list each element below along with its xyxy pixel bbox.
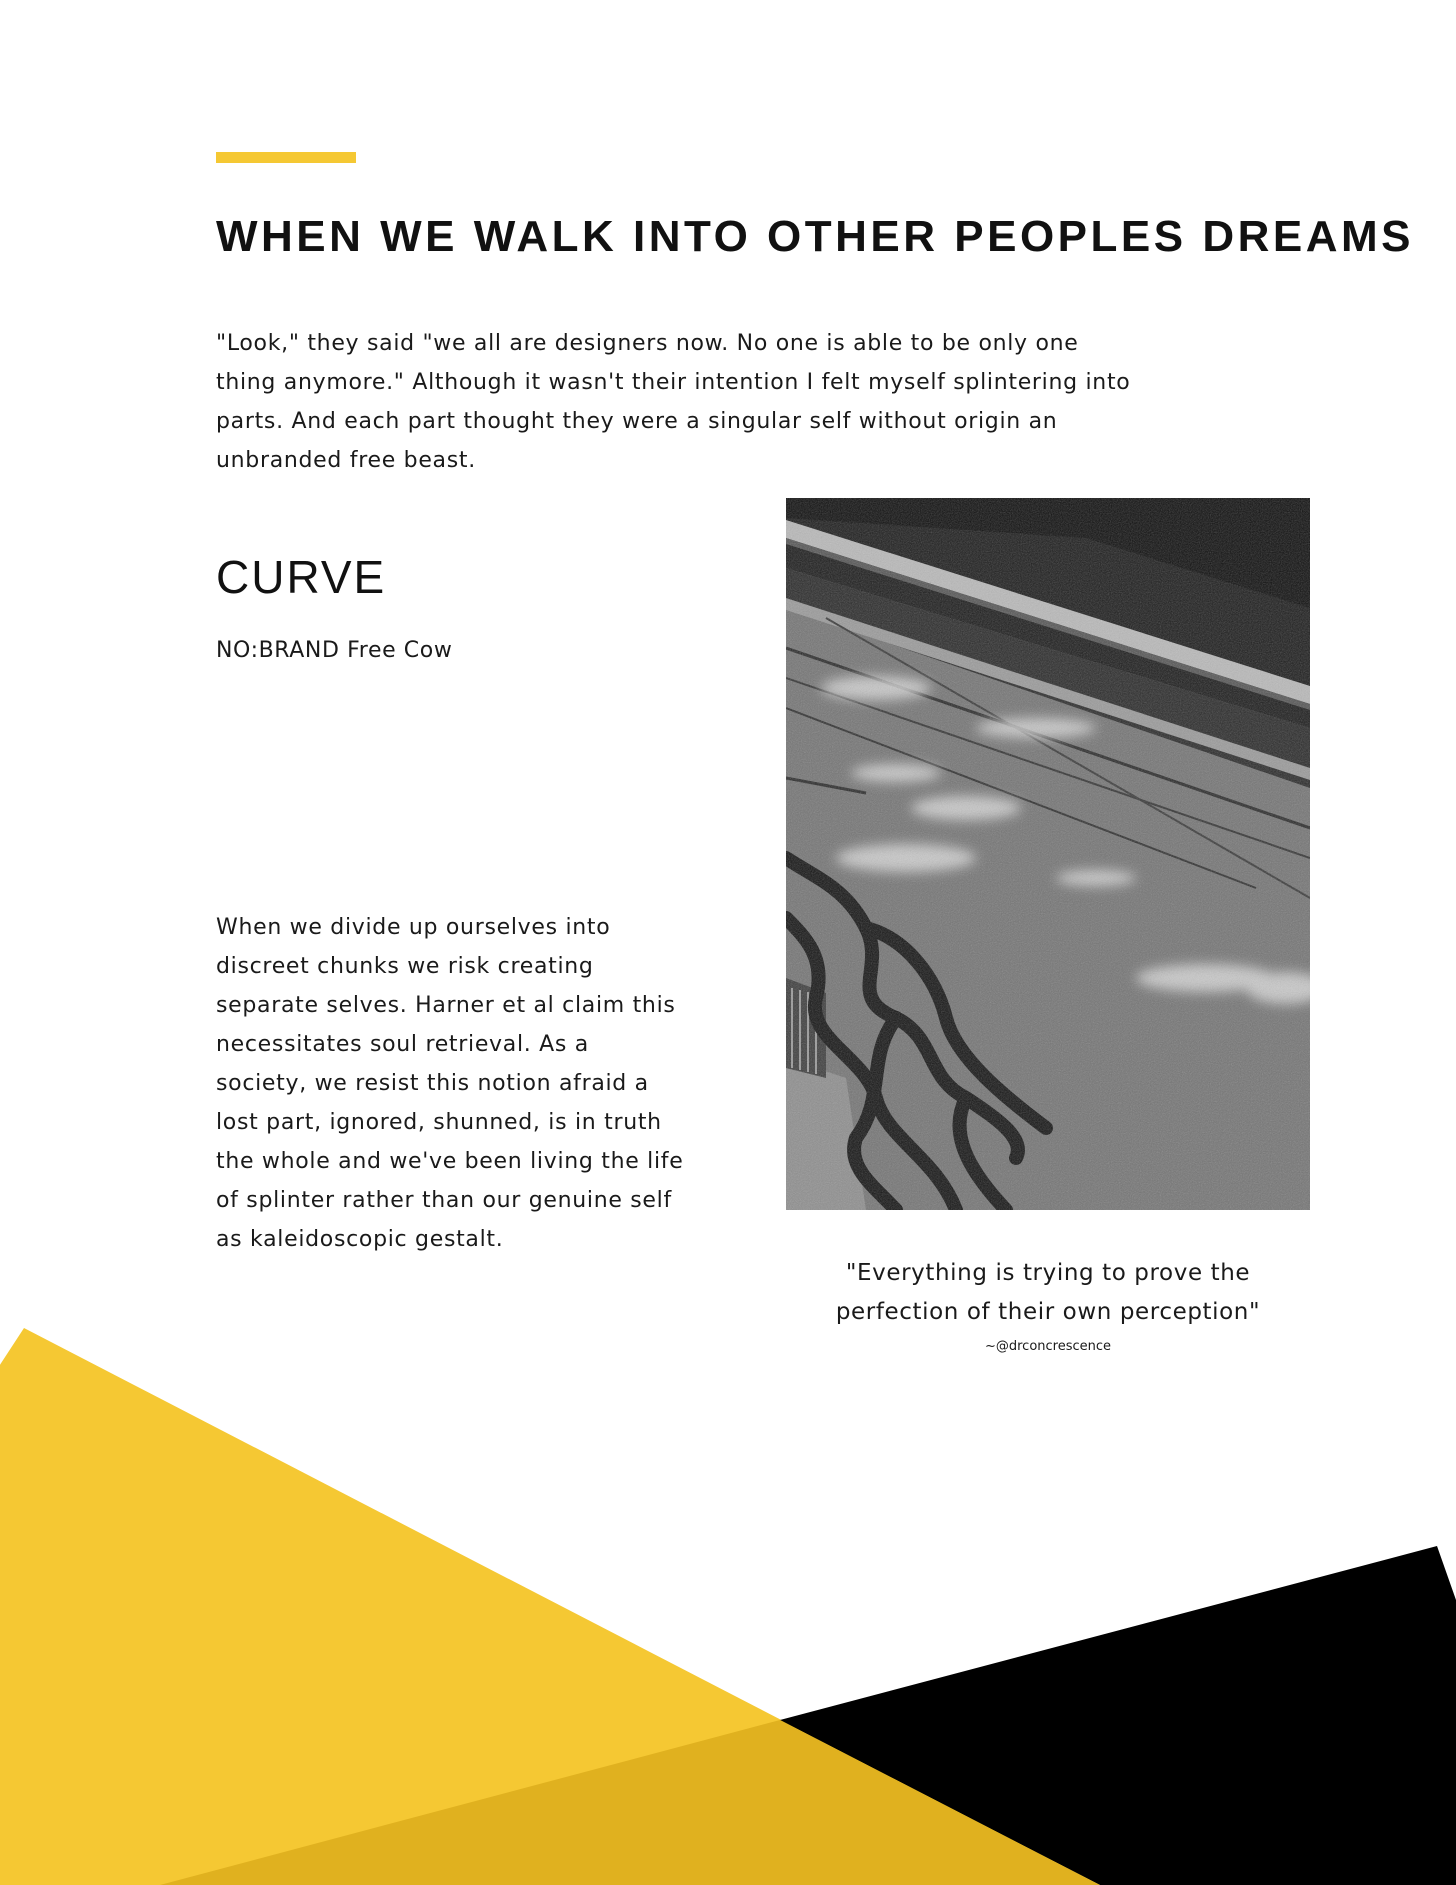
section-title: CURVE [216, 551, 387, 603]
quote-text: "Everything is trying to prove the perfection of their own perception" [835, 1260, 1261, 1325]
page-title: WHEN WE WALK INTO OTHER PEOPLES DREAMS [216, 212, 1415, 261]
road-curve-photo [786, 498, 1310, 1210]
body-paragraph: When we divide up ourselves into discreet chunks we risk creating separate selves. Harner et al claim this necessitates soul retrieval. As a society, we resist this notion afraid a lost part, ignored, shunned, is in truth the whole and we've been living the life of splinter rather than our genuine self as kaleidoscopic gestalt. [216, 915, 684, 1252]
quote-author: ~@drconcrescence [984, 1339, 1112, 1354]
section-subtitle: NO:BRAND Free Cow [216, 638, 453, 663]
intro-paragraph: "Look," they said "we all are designers now. No one is able to be only one thing anymore." Although it wasn't their intention I felt myself splintering into parts. And each part thought they were a singular self without origin an unbranded free beast. [216, 331, 1131, 473]
accent-bar [216, 152, 356, 163]
